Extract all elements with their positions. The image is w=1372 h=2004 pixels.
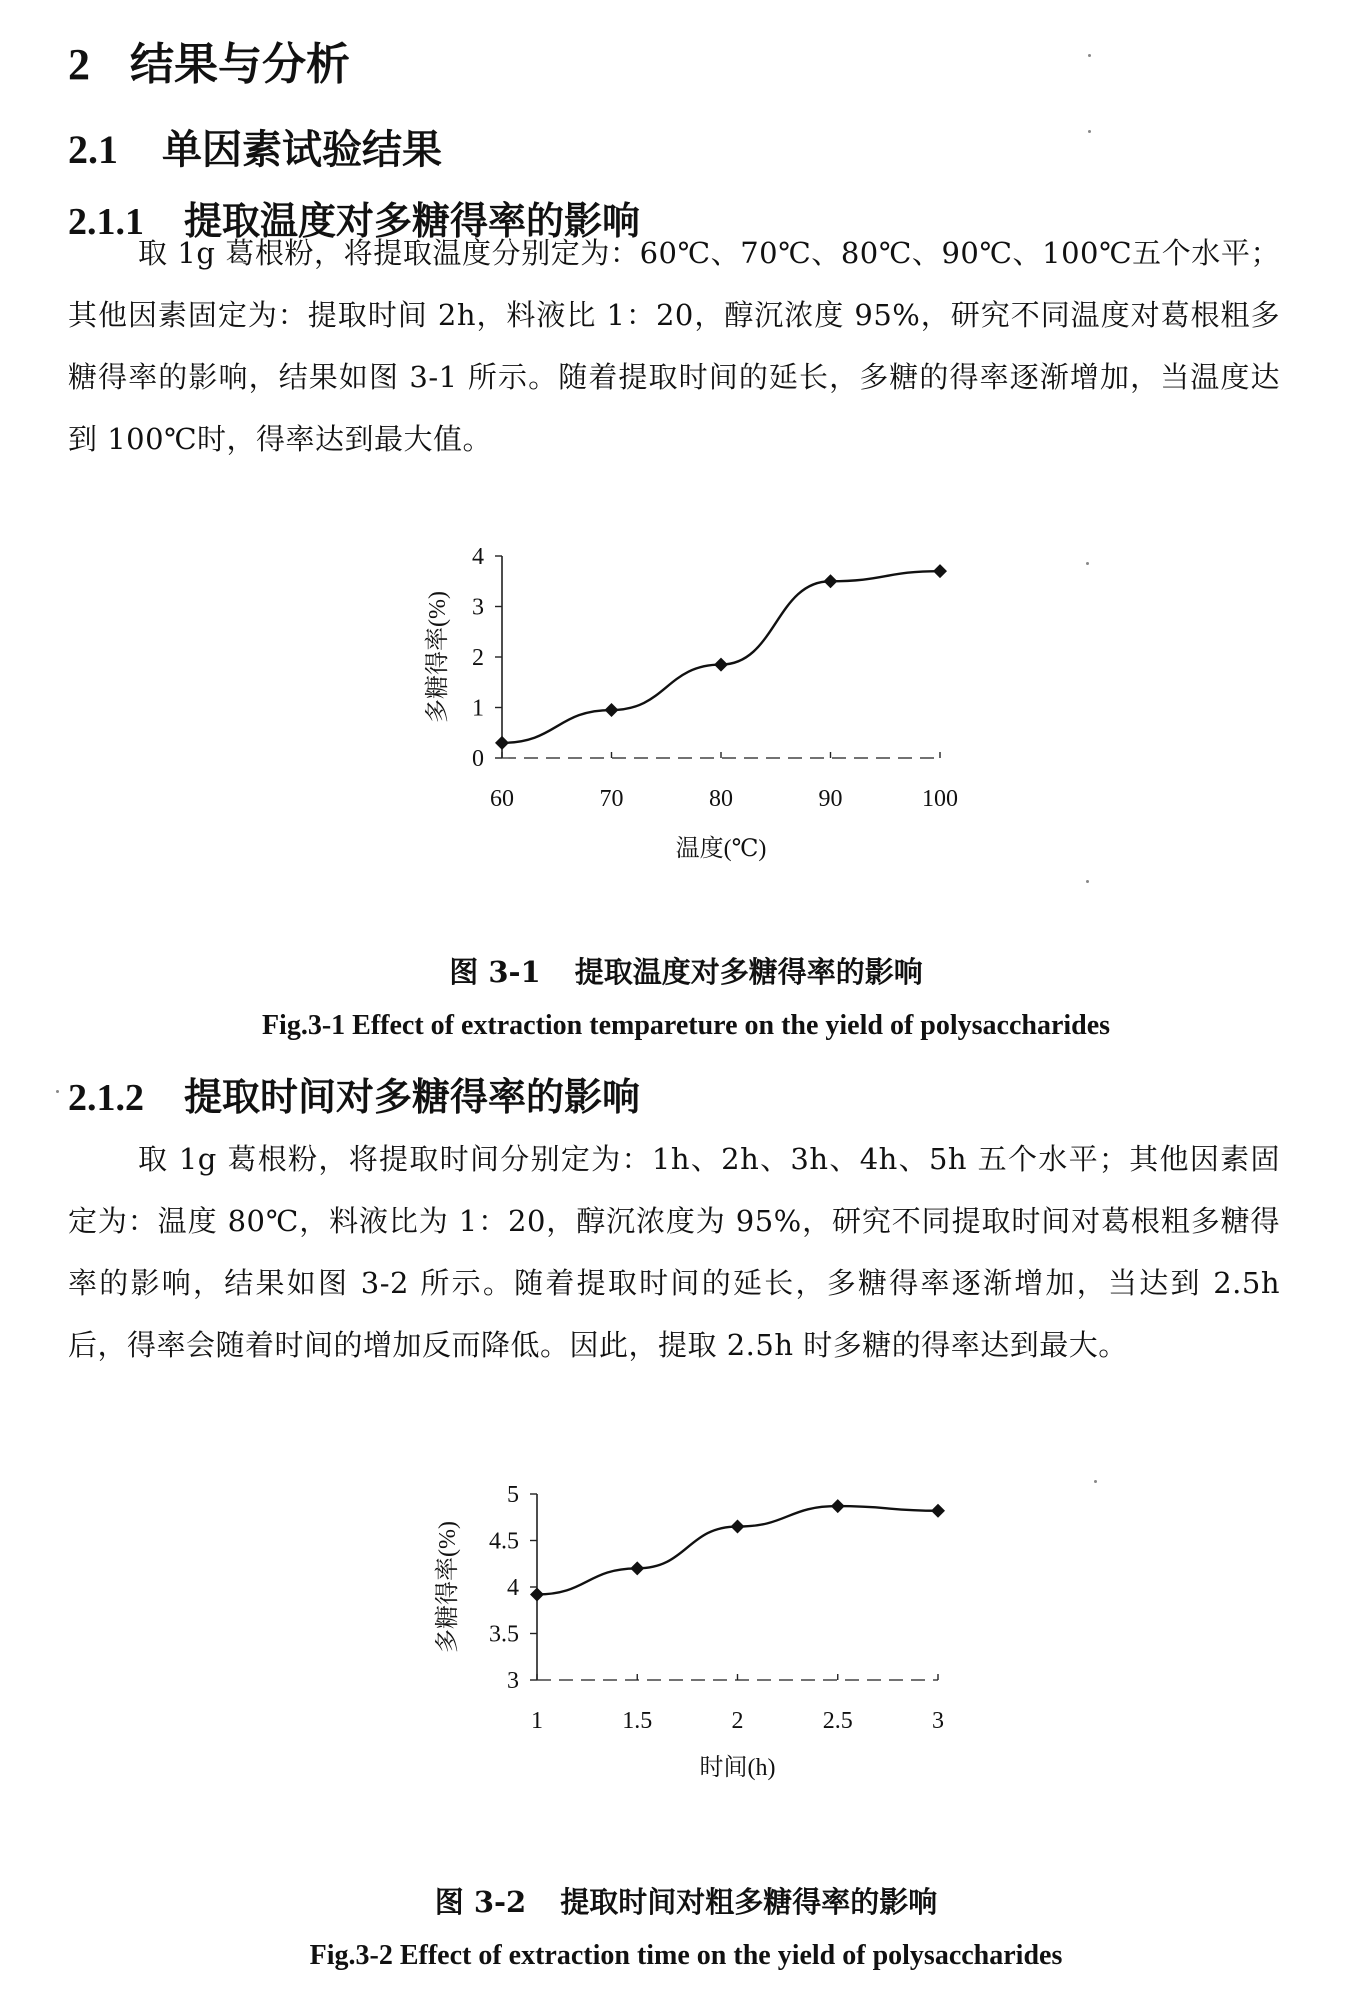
fig1-y-tick-label: 0 <box>472 746 484 772</box>
fig2-x-tick-label: 2 <box>731 1708 744 1734</box>
sub2-paragraph: 取 1g 葛根粉，将提取时间分别定为：1h、2h、3h、4h、5h 五个水平；其他因素固定为：温度 80℃，料液比为 1：20，醇沉浓度为 95%，研究不同提取时间对葛根粗多糖得率的影响，结果如图 3-2 所示。随着提取时间的延长，多糖得率逐渐增加，当达到 2.5h 后，得率会随着时间的增加反而降低。因此，提取 2.5h 时多糖的得率达到最大。 <box>68 1142 1280 1362</box>
fig2-y-tick-label: 3 <box>507 1668 519 1694</box>
fig1-x-tick-label: 70 <box>599 786 624 812</box>
sub1-number: 2.1.1 <box>68 201 144 243</box>
fig1-x-tick-label: 90 <box>818 786 843 812</box>
figure-2-caption-en: Fig.3-2 Effect of extraction time on the yield of polysaccharides <box>309 1940 1063 1971</box>
figure-2-label: 图 3-2 <box>434 1885 527 1919</box>
fig2-x-tick-label: 2.5 <box>822 1708 853 1734</box>
subsection-title: 单因素试验结果 <box>162 126 442 173</box>
fig1-y-tick-label: 2 <box>472 645 484 671</box>
sub1-paragraph: 取 1g 葛根粉，将提取温度分别定为：60℃、70℃、80℃、90℃、100℃五个水平；其他因素固定为：提取时间 2h，料液比 1：20，醇沉浓度 95%，研究不同温度对葛根粗多糖得率的影响，结果如图 3-1 所示。随着提取时间的延长，多糖的得率逐渐增加，当温度达到 100℃时，得率达到最大值。 <box>68 236 1280 456</box>
fig2-series-line <box>537 1506 938 1594</box>
fig2-data-point <box>931 1504 945 1518</box>
sub2-title: 提取时间对多糖得率的影响 <box>184 1074 641 1119</box>
fig2-x-tick-label: 1 <box>531 1708 543 1734</box>
fig2-y-tick-label: 4.5 <box>489 1528 519 1555</box>
fig2-data-point <box>630 1561 644 1575</box>
sub1-title: 提取温度对多糖得率的影响 <box>184 198 641 243</box>
scan-speck <box>1094 1480 1097 1483</box>
fig2-y-tick-label: 4 <box>507 1575 519 1601</box>
subsection-number: 2.1 <box>68 127 118 172</box>
fig1-y-tick-label: 1 <box>472 695 484 722</box>
sub2-number: 2.1.2 <box>68 1077 144 1119</box>
fig2-y-axis-label: 多糖得率(%) <box>435 1521 461 1653</box>
scan-speck <box>56 1090 59 1093</box>
figure-1-title-cn: 提取温度对多糖得率的影响 <box>574 955 923 989</box>
scan-speck <box>1088 130 1091 133</box>
fig1-y-tick-label: 4 <box>472 544 484 570</box>
figure-1-label: 图 3-1 <box>449 955 541 989</box>
fig2-data-point <box>731 1520 745 1534</box>
figure-1-caption-en: Fig.3-1 Effect of extraction tempareture on the yield of polysaccharides <box>261 1010 1111 1041</box>
scan-speck <box>1088 54 1091 57</box>
scan-speck <box>1086 880 1089 883</box>
figure-2-title-cn: 提取时间对粗多糖得率的影响 <box>560 1885 938 1919</box>
fig2-x-tick-label: 3 <box>932 1708 944 1734</box>
fig1-y-tick-label: 3 <box>472 594 484 621</box>
fig2-x-axis-label: 时间(h) <box>699 1755 776 1781</box>
fig1-x-tick-label: 80 <box>709 786 733 812</box>
section-number: 2 <box>68 40 90 89</box>
fig2-y-tick-label: 5 <box>507 1482 519 1508</box>
fig2-data-point <box>530 1587 544 1601</box>
fig1-x-tick-label: 100 <box>922 786 958 812</box>
fig1-x-axis-label: 温度(℃) <box>675 836 767 862</box>
section-title: 结果与分析 <box>130 39 350 90</box>
fig2-x-tick-label: 1.5 <box>622 1708 653 1734</box>
scan-speck <box>1086 562 1089 565</box>
fig2-data-point <box>831 1499 845 1513</box>
fig1-y-axis-label: 多糖得率(%) <box>425 591 451 723</box>
fig2-y-tick-label: 3.5 <box>489 1621 519 1648</box>
fig1-x-tick-label: 60 <box>490 786 514 812</box>
figure-2-caption-cn <box>0 1880 1372 1921</box>
